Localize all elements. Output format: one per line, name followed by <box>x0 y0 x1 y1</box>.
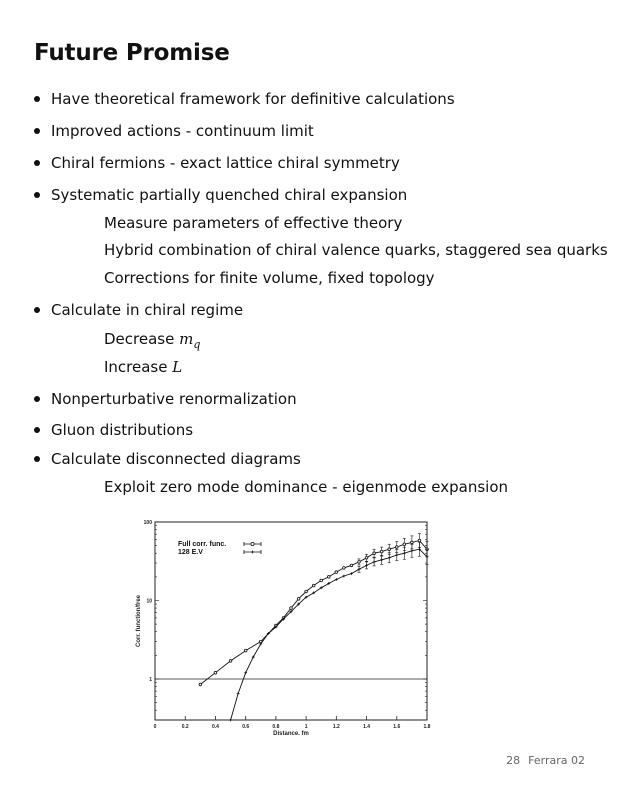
legend-entry-label: Full corr. func. <box>178 541 227 548</box>
data-point <box>373 552 376 555</box>
data-point <box>290 607 293 610</box>
data-point <box>388 548 391 551</box>
math-subscript: q <box>193 338 201 351</box>
data-point <box>244 649 247 652</box>
slide-title: Future Promise <box>34 40 230 66</box>
bullet-item <box>34 186 407 204</box>
y-tick-label: 100 <box>143 520 152 526</box>
x-tick-label: 1.8 <box>423 724 431 730</box>
data-point <box>312 584 315 587</box>
data-point <box>297 598 300 601</box>
data-point <box>403 543 406 546</box>
data-point <box>365 556 368 559</box>
data-point <box>388 556 391 559</box>
x-tick-label: 1.6 <box>393 724 401 730</box>
bullet-text: Have theoretical framework for definitive calculations <box>51 90 455 108</box>
sub-item-decrease <box>104 330 200 351</box>
y-tick-label: 1 <box>149 676 152 683</box>
data-point <box>342 575 345 578</box>
data-point <box>335 571 338 574</box>
math-variable: m <box>179 330 194 348</box>
page-number: 28 <box>506 754 521 767</box>
bullet-dot-icon <box>34 456 40 462</box>
bullet-text: Calculate disconnected diagrams <box>51 450 301 468</box>
x-tick-label: 0.6 <box>242 724 250 730</box>
bullet-text: Chiral fermions - exact lattice chiral symmetry <box>51 154 400 172</box>
sub-item-increase <box>104 358 182 376</box>
sub-item: Measure parameters of effective theory <box>104 214 403 232</box>
data-point <box>418 539 421 542</box>
data-point <box>229 719 232 722</box>
bullet-item <box>34 390 297 408</box>
data-point <box>320 579 323 582</box>
bullet-text: Improved actions - continuum limit <box>51 122 314 140</box>
bullet-item <box>34 90 455 108</box>
legend-entry-label: 128 E.V <box>178 549 203 556</box>
math-variable: L <box>172 358 183 376</box>
data-point <box>343 567 346 570</box>
x-tick-label: 1 <box>304 724 308 730</box>
data-point <box>199 683 202 686</box>
bullet-dot-icon <box>34 192 40 198</box>
sub-item: Corrections for finite volume, fixed topology <box>104 269 435 287</box>
bullet-item <box>34 122 314 140</box>
bullet-text: Calculate in chiral regime <box>51 301 244 319</box>
bullet-dot-icon <box>34 96 40 102</box>
bullet-dot-icon <box>34 128 40 134</box>
y-axis-label: Corr. function/free <box>136 594 142 648</box>
bullet-text: Nonperturbative renormalization <box>51 390 297 408</box>
bullet-text: Systematic partially quenched chiral expansion <box>51 186 408 204</box>
correlation-chart <box>130 515 440 735</box>
x-tick-label: 0 <box>153 724 157 730</box>
bullet-item <box>34 154 400 172</box>
data-point <box>229 660 232 663</box>
legend-swatch-marker <box>251 542 254 545</box>
bullet-item <box>34 421 193 439</box>
x-tick-label: 0.8 <box>272 724 280 730</box>
slide-footer <box>498 754 585 767</box>
data-point <box>410 549 413 552</box>
data-point <box>380 558 383 561</box>
x-axis-label: Distance, fm <box>273 731 309 735</box>
sub-item: Exploit zero mode dominance - eigenmode expansion <box>104 478 509 496</box>
y-tick-label: 10 <box>146 598 152 605</box>
data-point <box>395 546 398 549</box>
series-line <box>231 549 427 720</box>
bullet-dot-icon <box>34 396 40 402</box>
sub-item: Hybrid combination of chiral valence quarks, staggered sea quarks <box>104 241 608 259</box>
data-point <box>403 552 406 555</box>
x-tick-label: 0.2 <box>181 724 189 730</box>
data-point <box>237 692 240 695</box>
data-point <box>305 590 308 593</box>
data-point <box>358 561 361 564</box>
sub-item-label: Decrease <box>104 330 180 348</box>
x-tick-label: 1.2 <box>332 724 340 730</box>
bullet-dot-icon <box>34 160 40 166</box>
sub-item-label: Increase <box>104 358 173 376</box>
x-tick-label: 1.4 <box>363 724 371 730</box>
data-point <box>327 576 330 579</box>
data-point <box>380 550 383 553</box>
data-point <box>214 671 217 674</box>
data-point <box>350 564 353 567</box>
bullet-item <box>34 301 243 319</box>
legend-swatch-marker <box>251 551 254 554</box>
footer-author: Ferrara 02 <box>528 754 585 767</box>
data-point <box>373 561 376 564</box>
data-point <box>395 554 398 557</box>
series-line <box>200 541 427 685</box>
x-tick-label: 0.4 <box>211 724 219 730</box>
data-point <box>411 541 414 544</box>
bullet-item <box>34 450 301 468</box>
bullet-dot-icon <box>34 307 40 313</box>
bullet-dot-icon <box>34 427 40 433</box>
bullet-text: Gluon distributions <box>51 421 194 439</box>
